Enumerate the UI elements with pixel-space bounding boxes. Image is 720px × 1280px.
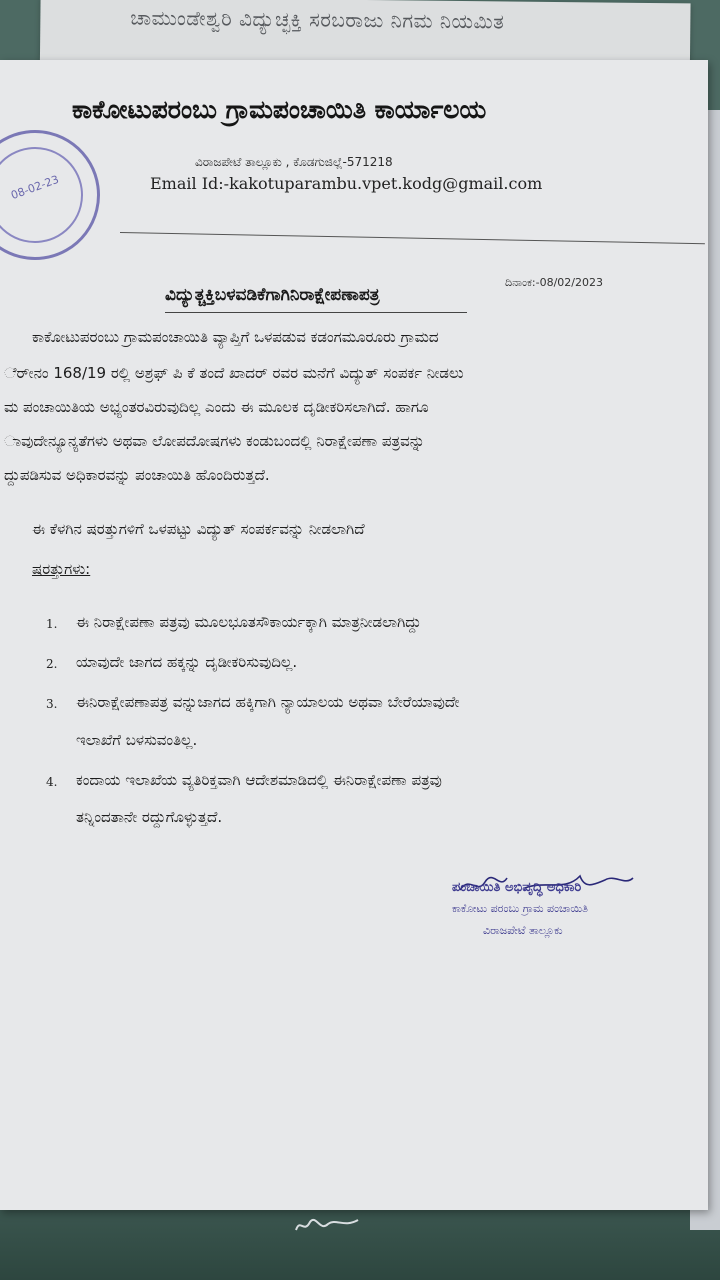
condition-text: ಯಾವುದೇ ಜಾಗದ ಹಕ್ಕನ್ನು ದೃಡೀಕರಿಸುವುದಿಲ್ಲ. (76, 653, 298, 671)
document-date: ದಿನಾಂಕ:-08/02/2023 (505, 276, 604, 289)
subject-underline (165, 312, 467, 313)
condition-text: ತನ್ನಿಂದತಾನೇ ರದ್ದುಗೊಳ್ಳುತ್ತದೆ. (76, 808, 223, 826)
signatory-panchayat: ಕಾಕೋಟು ಪರಂಬು ಗ್ರಾಮ ಪಂಚಾಯಿತಿ (452, 902, 589, 915)
signatory-taluk: ವಿರಾಜಪೇಟೆ ತಾಲ್ಲೂಕು (483, 924, 563, 937)
condition-number: 1. (46, 617, 58, 631)
conditions-heading: ಷರತ್ತುಗಳು: (32, 560, 91, 578)
seal-date: 08-02-23 (9, 172, 61, 203)
condition-text: ಇಲಾಖೆಗೆ ಬಳಸುವಂತಿಲ್ಲ. (76, 731, 198, 749)
letterhead-address: ವಿರಾಜಪೇಟೆ ತಾಲ್ಲೂಕು , ಕೊಡಗುಜಿಲ್ಲೆ-571218 (195, 155, 393, 169)
condition-number: 3. (46, 697, 58, 711)
body-line: ದ್ದುಪಡಿಸುವ ಅಧಿಕಾರವನ್ನು ಪಂಚಾಯಿತಿ ಹೊಂದಿರುತ್ತದೆ. (4, 466, 270, 484)
document-page (0, 60, 708, 1210)
body-line: ಾವುದೇನ್ಯೂನ್ಯತೆಗಳು ಅಥವಾ ಲೋಪದೋಷಗಳು ಕಂಡುಬಂದಲ್ಲಿ ನಿರಾಕ್ಷೇಪಣಾ ಪತ್ರವನ್ನು (4, 432, 425, 450)
letterhead-office: ಕಾಕೋಟುಪರಂಬು ಗ್ರಾಮಪಂಚಾಯಿತಿ ಕಾರ್ಯಾಲಯ (72, 95, 487, 124)
body-line: ರ್ೇನಂ 168/19 ರಲ್ಲಿ ಅಶ್ರಫ್ ಪಿ ಕೆ ತಂದೆ ಖಾದರ್ ರವರ ಮನೆಗೆ ವಿದ್ಯುತ್ ಸಂಪರ್ಕ ನೀಡಲು (4, 364, 464, 382)
body-line: ಕಾಕೋಟುಪರಂಬು ಗ್ರಾಮಪಂಚಾಯಿತಿ ವ್ಯಾಪ್ತಿಗೆ ಒಳಪಡುವ ಕಡಂಗಮೂರೂರು ಗ್ರಾಮದ (32, 328, 439, 346)
condition-text: ಈ ನಿರಾಕ್ಷೇಪಣಾ ಪತ್ರವು ಮೂಲಭೂತಸೌಕಾರ್ಯಕ್ಕಾಗಿ ಮಾತ್ರನೀಡಲಾಗಿದ್ದು (76, 613, 422, 631)
signatory-designation: ಪಂಚಾಯಿತಿ ಅಭಿವೃದ್ಧಿ ಅಧಿಕಾರಿ (452, 880, 582, 895)
handwritten-scribble (292, 1210, 362, 1236)
body-line: ಮ ಪಂಚಾಯಿತಿಯ ಅಭ್ಯಂತರವಿರುವುದಿಲ್ಲ ಎಂದು ಈ ಮೂಲಕ ದೃಡೀಕರಿಸಲಾಗಿದೆ. ಹಾಗೂ (4, 398, 429, 416)
document-subject: ವಿದ್ಯುತ್ಚಕ್ತಿಬಳವಡಿಕೆಗಾಗಿನಿರಾಕ್ಷೇಪಣಾಪತ್ರ (165, 285, 380, 305)
condition-number: 2. (46, 657, 58, 671)
condition-text: ಈನಿರಾಕ್ಷೇಪಣಾಪತ್ರ ವನ್ನುಜಾಗದ ಹಕ್ಕಿಗಾಗಿ ನ್ಯಾಯಾಲಯ ಅಥವಾ ಬೇರೆಯಾವುದೇ (76, 693, 460, 711)
condition-number: 4. (46, 775, 58, 789)
back-sheet-title: ಚಾಮುಂಡೇಶ್ವರಿ ವಿದ್ಯುಚ್ಛಕ್ತಿ ಸರಬರಾಜು ನಿಗಮ ನಿಯಮಿತ (130, 5, 505, 34)
letterhead-email: Email Id:-kakotuparambu.vpet.kodg@gmail.com (150, 174, 543, 193)
condition-text: ಕಂದಾಯ ಇಲಾಖೆಯ ವ್ಯತಿರಿಕ್ತವಾಗಿ ಆದೇಶಮಾಡಿದಲ್ಲಿ ಈನಿರಾಕ್ಷೇಪಣಾ ಪತ್ರವು (76, 771, 442, 789)
conditions-intro: ಈ ಕೆಳಗಿನ ಷರತ್ತುಗಳಿಗೆ ಒಳಪಟ್ಟು ವಿದ್ಯುತ್ ಸಂಪರ್ಕವನ್ನು ನೀಡಲಾಗಿದೆ (32, 520, 365, 538)
